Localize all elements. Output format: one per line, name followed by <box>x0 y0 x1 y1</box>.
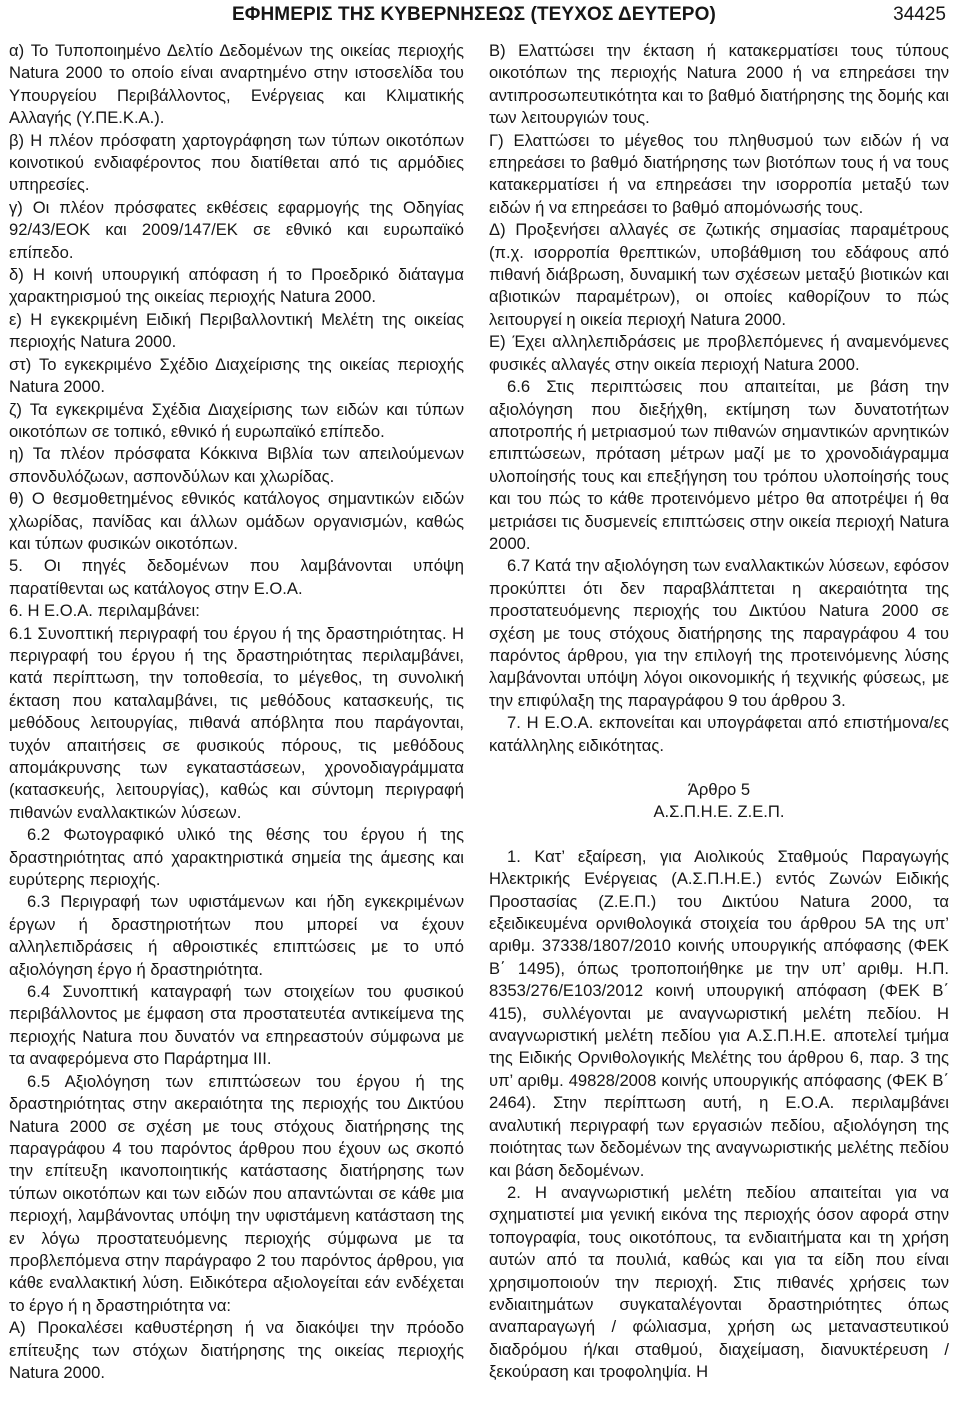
left-column <box>9 40 464 1384</box>
paragraph: β) Η πλέον πρόσφατη χαρτογράφηση των τύπων οικοτόπων κοινοτικού ενδιαφέροντος που διατίθεται από τις αρμόδιες υπηρεσίες. <box>9 130 464 195</box>
article-title: Άρθρο 5 <box>687 780 751 799</box>
paragraph: γ) Οι πλέον πρόσφατες εκθέσεις εφαρμογής της Οδηγίας 92/43/ΕΟΚ και 2009/147/ΕΚ σε εθνικό και ευρωπαϊκό επίπεδο. <box>9 197 464 262</box>
paragraph: 6.1 Συνοπτική περιγραφή του έργου ή της δραστηριότητας. Η περιγραφή του έργου ή της δραστηριότητας περιλαμβάνει, κατά περίπτωση, την τοποθεσία, το μέγεθος, τη συνολική έκταση που καταλαμβάνει, τις μεθόδους κατασκευής, τις μεθόδους λειτουργίας, πιθανά απόβλητα που παράγονται, τυχόν απαιτήσεις σε φυσικούς πόρους, τις μεθόδους απομάκρυνσης των εγκαταστάσεων, χρονοδιαγράμματα (κατασκευής, λειτουργίας), καθώς και σύντομη περιγραφή πιθανών εναλλακτικών λύσεων. <box>9 623 464 822</box>
paragraph: 6.6 Στις περιπτώσεις που απαιτείται, με βάση την αξιολόγηση που διεξήχθη, εκτίμηση των δυνατοτήτων αποτροπής ή μετριασμού των πιθανών σημαντικών αρνητικών επιπτώσεων, πρόταση μέτρων μαζί με το χρονοδιάγραμμα υλοποίησής τους και επεξήγηση του τρόπου υλοποίησής τους και του πώς το κάθε προτεινόμενο μέτρο θα αποτρέψει ή θα μετριάσει τις δυσμενείς επιπτώσεις στην οικεία περιοχή Natura 2000. <box>489 377 949 553</box>
paragraph: 6.3 Περιγραφή των υφιστάμενων και ήδη εγκεκριμένων έργων ή δραστηριοτήτων που μπορεί να έχουν αλληλεπιδράσεις ή αθροιστικές επιπτώσεις με το υπό αξιολόγηση έργο ή δραστηριότητα. <box>9 892 464 979</box>
paragraph: 5. Οι πηγές δεδομένων που λαμβάνονται υπόψη παρατίθενται ως κατάλογος στην Ε.Ο.Α. <box>9 556 464 598</box>
paragraph: 1. Κατ’ εξαίρεση, για Αιολικούς Σταθμούς Παραγωγής Ηλεκτρικής Ενέργειας (Α.Σ.Π.Η.Ε.) εντός Ζωνών Ειδικής Προστασίας (Ζ.Ε.Π.) του Δικτύου Natura 2000, τα εξειδικευμένα ορνιθολογικά στοιχεία του άρθρου 5Α της υπ’ αριθμ. 37338/1807/2010 κοινής υπουργικής απόφασης (ΦΕΚ Β΄ 1495), όπως τροποποιήθηκε με την υπ’ αριθμ. Η.Π. 8353/276/Ε103/2012 κοινή υπουργική απόφαση (ΦΕΚ Β΄ 415), συλλέγονται με αναγνωριστική μελέτη πεδίου. Η αναγνωριστική μελέτη πεδίου για Α.Σ.Π.Η.Ε. αποτελεί τμήμα της Ειδικής Ορνιθολογικής Μελέτης του άρθρου 6, παρ. 3 της υπ’ αριθμ. 49828/2008 κοινής υπουργικής απόφασης (ΦΕΚ Β΄ 2464). Στην περίπτωση αυτή, η Ε.Ο.Α. περιλαμβάνει αναλυτική περιγραφή των εργασιών πεδίου, αξιολόγηση της ποιότητας των δεδομένων της αναγνωριστικής μελέτης πεδίου και βάση δεδομένων. <box>489 846 949 1180</box>
paragraph: 6.2 Φωτογραφικό υλικό της θέσης του έργου ή της δραστηριότητας από χαρακτηριστικά σημεία της άμεσης και ευρύτερης περιοχής. <box>9 825 464 890</box>
paragraph: 6.4 Συνοπτική καταγραφή των στοιχείων του φυσικού περιβάλλοντος με έμφαση στα προστατευτέα αντικείμενα της περιοχής Natura που δυνατόν να επηρεαστούν σύμφωνα με τα αναφερόμενα στο Παράρτημα ΙΙΙ. <box>9 982 464 1069</box>
paragraph: στ) Το εγκεκριμένο Σχέδιο Διαχείρισης της οικείας περιοχής Natura 2000. <box>9 354 464 397</box>
paragraph: θ) Ο θεσμοθετημένος εθνικός κατάλογος σημαντικών ειδών χλωρίδας, πανίδας και άλλων ομάδων οργανισμών, καθώς και τύπων φυσικών οικοτόπων. <box>9 489 464 553</box>
page-header <box>0 0 960 36</box>
paragraph: 7. Η Ε.Ο.Α. εκπονείται και υπογράφεται από επιστήμονα/ες κατάλληλης ειδικότητας. <box>489 713 949 755</box>
paragraph: Β) Ελαττώσει την έκταση ή κατακερματίσει τους τύπους οικοτόπων της περιοχής Natura 2000 ή να επηρεάσει την αντιπροσωπευτικότητα και το βαθμό διατήρησης της δομής και των λειτουργιών τους. <box>489 41 949 128</box>
paragraph: ε) Η εγκεκριμένη Ειδική Περιβαλλοντική Μελέτη της οικείας περιοχής Natura 2000. <box>9 309 464 352</box>
paragraph: Δ) Προξενήσει αλλαγές σε ζωτικής σημασίας παραμέτρους (π.χ. ισορροπία θρεπτικών, υποβάθμιση του εδάφους από πιθανή διάβρωση, δυναμική των σχέσεων μεταξύ βιοτικών και αβιοτικών παραμέτρων), οι οποίες καθορίζουν το πώς λειτουργεί η οικεία περιοχή Natura 2000. <box>489 220 949 329</box>
paragraph: 2. Η αναγνωριστική μελέτη πεδίου απαιτείται για να σχηματιστεί μια γενική εικόνα της περιοχής όσον αφορά στην τοπογραφία, τους οικοτόπους, τα ενδιαιτήματα και τη χρήση αυτών από τα πουλιά, καθώς και για τα είδη που είναι χρησιμοποιούν την περιοχή. Στις πιθανές χρήσεις των ενδιαιτημάτων συγκαταλέγονται δραστηριότητες όπως αναπαραγωγή / φώλιασμα, χρήση ως μεταναστευτικού διαδρόμου ή/και σταθμού, διαχείμαση, διανυκτέρευση / ξεκούραση και τροφοληψία. Η <box>489 1182 949 1382</box>
paragraph: Α) Προκαλέσει καθυστέρηση ή να διακόψει την πρόοδο επίτευξης των στόχων διατήρησης της οικείας περιοχής Natura 2000. <box>9 1318 464 1382</box>
gazette-title: ΕΦΗΜΕΡΙΣ ΤΗΣ ΚΥΒΕΡΝΗΣΕΩΣ (ΤΕΥΧΟΣ ΔΕΥΤΕΡΟ) <box>232 4 716 25</box>
paragraph: 6.5 Αξιολόγηση των επιπτώσεων του έργου ή της δραστηριότητας στην ακεραιότητα της περιοχής του Δικτύου Natura 2000 σε σχέση με τους στόχους διατήρησης της παραγράφου 4 του παρόντος άρθρου που έχουν ως σκοπό την επίτευξη ικανοποιητικής κατάστασης διατήρησης των τύπων οικοτόπων και των ειδών που απαντώνται σε κάθε μια περιοχή, λαμβάνοντας υπόψη την υφιστάμενη κατάσταση της εν λόγω προστατευόμενης περιοχής σύμφωνα με τα προβλεπόμενα στην παράγραφο 2 του παρόντος άρθρου, για κάθε εναλλακτική λύση. Ειδικότερα αξιολογείται εάν ενδέχεται το έργο ή η δραστηριότητα να: <box>9 1071 464 1315</box>
article-subtitle: Α.Σ.Π.Η.Ε. Ζ.Ε.Π. <box>653 802 785 822</box>
paragraph: δ) Η κοινή υπουργική απόφαση ή το Προεδρικό διάταγμα χαρακτηρισμού της οικείας περιοχής Natura 2000. <box>9 265 464 307</box>
paragraph: ζ) Τα εγκεκριμένα Σχέδια Διαχείρισης των ειδών και τύπων οικοτόπων σε τοπικό, εθνικό ή ευρωπαϊκό επίπεδο. <box>9 399 464 441</box>
paragraph: η) Τα πλέον πρόσφατα Κόκκινα Βιβλία των απειλούμενων σπονδυλόζωων, ασπονδύλων και χλωρίδας. <box>9 444 464 486</box>
right-column <box>489 40 949 1384</box>
paragraph: 6. Η Ε.Ο.Α. περιλαμβάνει: <box>9 601 200 621</box>
paragraph: 6.7 Κατά την αξιολόγηση των εναλλακτικών λύσεων, εφόσον προκύπτει ότι δεν παραβλάπτεται η ακεραιότητα της προστατευόμενης περιοχής του Δικτύου Natura 2000 σε σχέση με τους στόχους διατήρησης της παραγράφου 4 του παρόντος άρθρου, για την επιλογή της προτεινόμενης λύσης λαμβάνονται υπόψη λόγοι οικονομικής ή τεχνικής φύσεως, με την επιφύλαξη της παραγράφου 9 του άρθρου 3. <box>489 556 949 710</box>
paragraph: Ε) Έχει αλληλεπιδράσεις με προβλεπόμενες ή αναμενόμενες φυσικές αλλαγές στην οικεία περιοχή Natura 2000. <box>489 332 949 374</box>
page-number: 34425 <box>893 4 946 25</box>
paragraph: Γ) Ελαττώσει το μέγεθος του πληθυσμού των ειδών ή να επηρεάσει το βαθμό διατήρησης των βιοτόπων τους ή να τους κατακερματίσει ή να επηρεάσει την ισορροπία μεταξύ των ειδών ή να επηρεάσει το βαθμό απομόνωσής τους. <box>489 130 949 217</box>
paragraph: α) Το Τυποποιημένο Δελτίο Δεδομένων της οικείας περιοχής Natura 2000 το οποίο είναι αναρτημένο στην ιστοσελίδα του Υπουργείου Περιβάλλοντος, Ενέργειας και Κλιματικής Αλλαγής (Υ.ΠΕ.Κ.Α.). <box>9 41 464 128</box>
